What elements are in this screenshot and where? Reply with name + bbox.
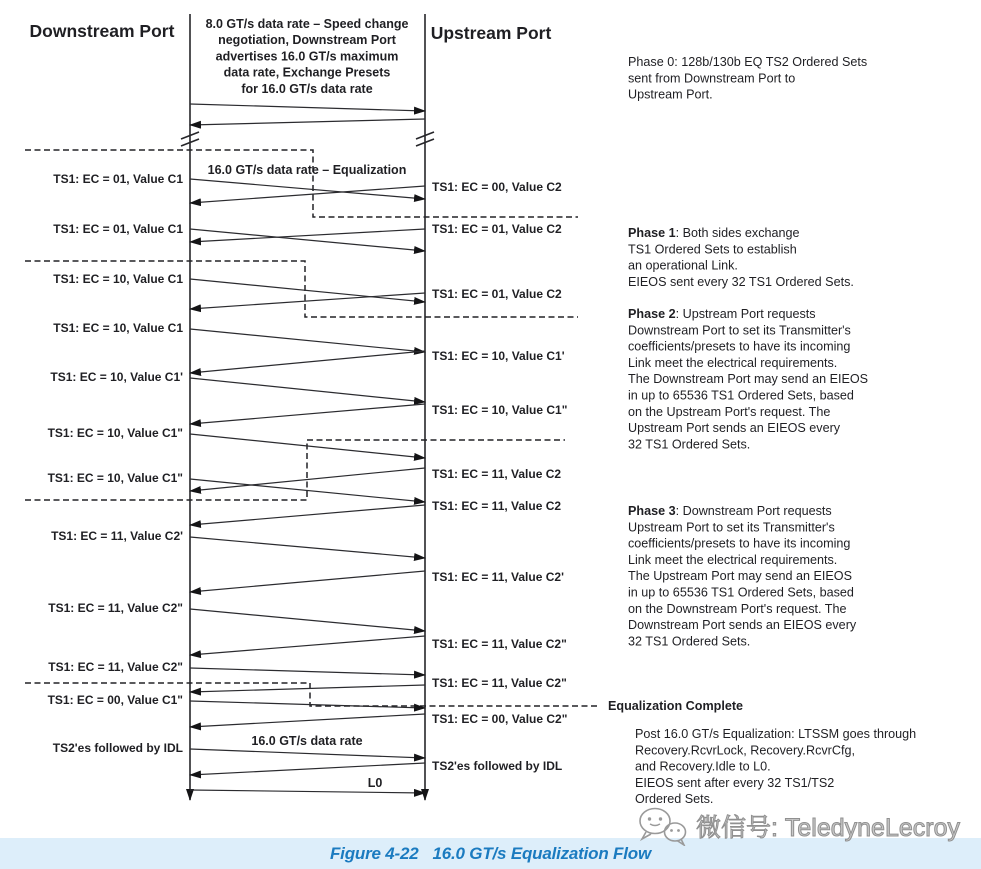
watermark-text: 微信号: TeledyneLecroy [696, 814, 961, 842]
message-arrow [190, 351, 425, 373]
message-arrow [190, 279, 425, 302]
downstream-message-label: TS1: EC = 10, Value C1" [47, 471, 183, 485]
downstream-message-label: TS1: EC = 10, Value C1 [53, 272, 183, 286]
downstream-message-label: TS1: EC = 11, Value C2" [48, 660, 183, 674]
phase-annotation: Phase 3: Downstream Port requests Upstream Port to set its Transmitter's coefficients/presets to have its incoming Link meet the electrical requirements. The Upstream Port may send an EIEOS in up to 65536 TS1 Ordered Sets, based on the Downstream Port's request. The Downstream Port sends an EIEOS every 32 TS1 Ordered Sets. [628, 504, 857, 649]
message-arrow [190, 505, 425, 525]
upstream-message-label: TS1: EC = 11, Value C2" [432, 676, 567, 690]
upstream-port-header: Upstream Port [430, 23, 552, 43]
speed-change-note: for 16.0 GT/s data rate [241, 81, 373, 96]
wechat-icon [636, 806, 688, 846]
speed-change-note: negotiation, Downstream Port [218, 33, 396, 48]
upstream-message-label: TS1: EC = 00, Value C2 [432, 180, 562, 194]
phase-annotation: Equalization Complete [608, 699, 744, 713]
figure-caption-number: Figure 4-22 [330, 843, 419, 863]
message-arrow [190, 701, 425, 708]
figure-caption-title: 16.0 GT/s Equalization Flow [432, 843, 651, 863]
upstream-message-label: TS1: EC = 10, Value C1" [432, 403, 568, 417]
speed-change-note: 8.0 GT/s data rate – Speed change [205, 17, 409, 31]
downstream-message-label: TS1: EC = 10, Value C1" [47, 426, 183, 440]
message-arrow [190, 468, 425, 491]
message-arrow [190, 636, 425, 655]
message-arrow [190, 329, 425, 352]
speed-change-note: data rate, Exchange Presets [223, 65, 391, 80]
upstream-message-label: TS1: EC = 11, Value C2 [432, 467, 562, 481]
downstream-message-label: TS1: EC = 01, Value C1 [53, 222, 183, 236]
downstream-message-label: TS1: EC = 10, Value C1 [53, 321, 183, 335]
speed-change-note: advertises 16.0 GT/s maximum [215, 49, 399, 64]
upstream-message-label: TS1: EC = 11, Value C2 [432, 499, 562, 513]
message-arrow [190, 571, 425, 592]
message-arrow [190, 378, 425, 402]
downstream-message-label: TS1: EC = 00, Value C1" [47, 693, 183, 707]
message-arrow [190, 685, 425, 692]
downstream-message-label: TS1: EC = 01, Value C1 [53, 172, 183, 186]
message-arrow [190, 763, 425, 775]
equalization-rate-note: 16.0 GT/s data rate – Equalization [207, 163, 407, 177]
message-arrow [190, 104, 425, 111]
upstream-message-label: TS2'es followed by IDL [432, 759, 563, 773]
wechat-watermark [636, 804, 960, 848]
downstream-message-label: TS1: EC = 11, Value C2" [48, 601, 183, 615]
phase-annotation: Phase 2: Upstream Port requests Downstream Port to set its Transmitter's coefficients/presets to have its incoming Link meet the electrical requirements. The Downstream Port may send an EIEOS in up to 65536 TS1 Ordered Sets, based on the Upstream Port's request. The Upstream Port sends an EIEOS every 32 TS1 Ordered Sets. [628, 307, 869, 452]
upstream-message-label: TS1: EC = 10, Value C1' [432, 349, 565, 363]
downstream-message-label: TS1: EC = 11, Value C2' [51, 529, 183, 543]
phase-annotation: Phase 0: 128b/130b EQ TS2 Ordered Sets sent from Downstream Port to Upstream Port. [628, 55, 868, 102]
message-arrow [190, 404, 425, 424]
upstream-message-label: TS1: EC = 01, Value C2 [432, 222, 562, 236]
downstream-message-label: TS2'es followed by IDL [52, 741, 183, 755]
message-arrow [190, 668, 425, 675]
l0-note: L0 [367, 776, 383, 790]
message-arrow [190, 119, 425, 125]
message-arrow [190, 714, 425, 727]
data-rate-note: 16.0 GT/s data rate [251, 734, 363, 748]
message-arrow [190, 749, 425, 758]
phase-annotation: Phase 1: Both sides exchange TS1 Ordered Sets to establish an operational Link. EIEOS sent every 32 TS1 Ordered Sets. [628, 226, 854, 289]
phase-annotation: Post 16.0 GT/s Equalization: LTSSM goes through Recovery.RcvrLock, Recovery.RcvrCfg, and Recovery.Idle to L0. EIEOS sent after every 32 TS1/TS2 Ordered Sets. [635, 727, 917, 807]
message-arrow [190, 609, 425, 631]
downstream-message-label: TS1: EC = 10, Value C1' [50, 370, 183, 384]
message-arrow [190, 790, 425, 793]
message-arrow [190, 293, 425, 309]
upstream-message-label: TS1: EC = 11, Value C2" [432, 637, 567, 651]
upstream-message-label: TS1: EC = 11, Value C2' [432, 570, 564, 584]
downstream-port-header: Downstream Port [29, 21, 175, 41]
upstream-message-label: TS1: EC = 01, Value C2 [432, 287, 562, 301]
message-arrow [190, 537, 425, 558]
upstream-message-label: TS1: EC = 00, Value C2" [432, 712, 568, 726]
